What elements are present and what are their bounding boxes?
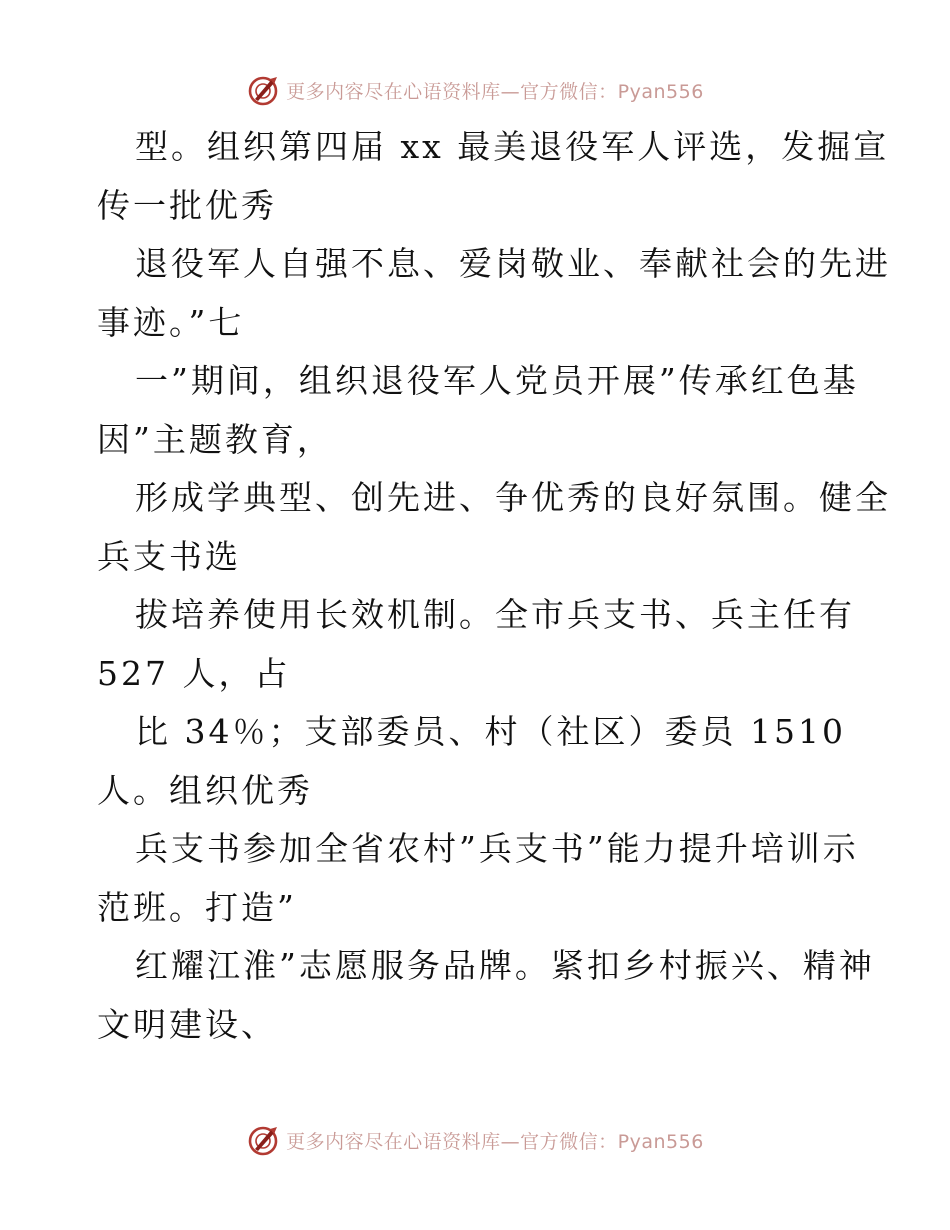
document-body	[97, 118, 891, 1054]
quill-circle-icon	[246, 1123, 280, 1157]
body-line: 文明建设、	[97, 1004, 277, 1044]
quill-circle-icon	[246, 73, 280, 107]
header-banner	[0, 70, 950, 110]
body-line: 型。组织第四届 xx 最美退役军人评选，发掘宣	[135, 127, 890, 166]
body-line: 比 34％；支部委员、村（社区）委员 1510	[135, 712, 846, 751]
body-line: 兵支书选	[97, 536, 241, 576]
footer-banner-text: 更多内容尽在心语资料库—官方微信：Pyan556	[286, 1130, 704, 1153]
body-line: 形成学典型、创先进、争优秀的良好氛围。健全	[135, 478, 891, 517]
body-line: 红耀江淮”志愿服务品牌。紧扣乡村振兴、精神	[135, 946, 875, 985]
header-wechat-id: Pyan556	[617, 80, 704, 103]
body-line: 人。组织优秀	[97, 770, 313, 810]
body-line: 因”主题教育，	[97, 419, 333, 459]
body-line: 范班。打造”	[97, 887, 297, 927]
header-banner-text: 更多内容尽在心语资料库—官方微信：Pyan556	[286, 80, 704, 103]
body-line: 拔培养使用长效机制。全市兵支书、兵主任有	[135, 595, 855, 634]
footer-wechat-id: Pyan556	[617, 1130, 704, 1153]
body-line: 传一批优秀	[97, 185, 277, 225]
body-line: 兵支书参加全省农村”兵支书”能力提升培训示	[135, 829, 859, 868]
body-line: 事迹。”七	[97, 302, 245, 342]
footer-banner	[0, 1120, 950, 1160]
body-line: 527 人，占	[97, 653, 291, 693]
body-line: 一”期间，组织退役军人党员开展”传承红色基	[135, 361, 859, 400]
body-line: 退役军人自强不息、爱岗敬业、奉献社会的先进	[135, 244, 891, 283]
